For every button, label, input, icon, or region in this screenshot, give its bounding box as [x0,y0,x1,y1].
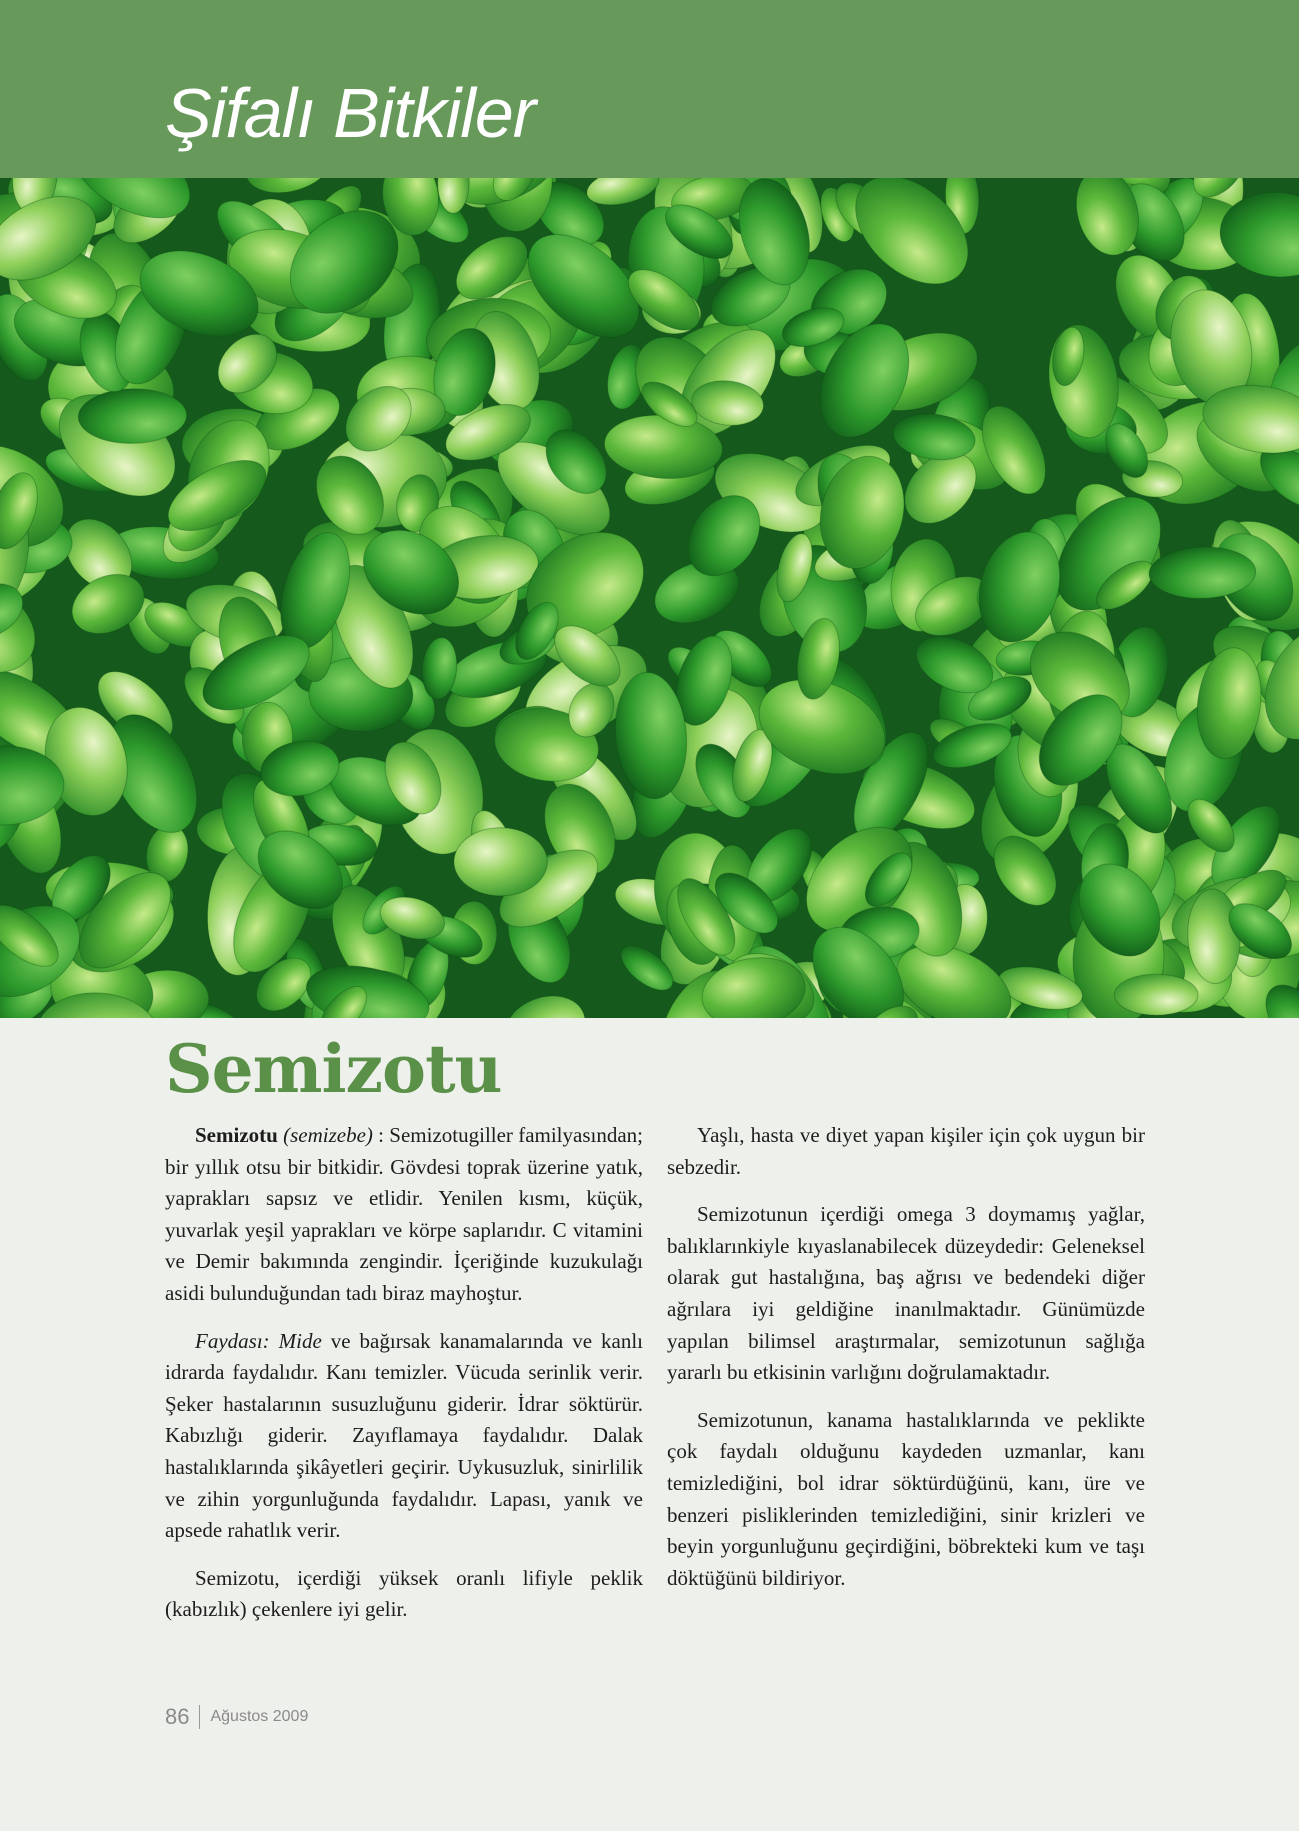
paragraph: Faydası: Mide ve bağırsak kanamalarında ve kanlı idrarda faydalıdır. Kanı temizler. Vücuda serinlik verir. Şeker hastalarının susuzluğunu giderir. İdrar söktürür. Kabızlığı giderir. Zayıflamaya faydalıdır. Dalak hastalıklarında şikâyetleri geçirir. Uykusuzluk, sinirlilik ve zihin yorgunluğunda faydalıdır. Lapası, yanık ve apsede rahatlık verir. [165,1328,644,1543]
paragraph: Semizotunun içerdiği omega 3 doymamış yağlar, balıklarınkiyle kıyaslanabilecek düzeydedir: Geleneksel olarak gut hastalığına, baş ağrısı ve bedendeki diğer ağrılara iyi geldiğine inanılmaktadır. Günümüzde yapılan bilimsel araştırmalar, semizotunun sağlığa yararlı bu etkisinin varlığını doğrulamaktadır. [667,1202,1145,1385]
page-number: 86 [165,1704,190,1729]
footer-divider [199,1705,200,1729]
page-footer [165,1704,308,1730]
right-column [667,1120,1145,1610]
paragraph: Semizotu (semizebe) : Semizotugiller familyasından; bir yıllık otsu bir bitkidir. Gövdesi toprak üzerine yatık, yaprakları sapsız ve etlidir. Yenilen kısmı, küçük, yuvarlak yeşil yaprakları ve körpe saplarıdır. C vitamini ve Demir bakımında zengindir. İçeriğinde kuzukulağı asidi bulunduğundan tadı biraz mayhoştur. [165,1123,644,1305]
paragraph: Semizotu, içerdiği yüksek oranlı lifiyle peklik (kabızlık) çekenlere iyi gelir. [165,1565,643,1622]
issue-date: Ağustos 2009 [210,1708,309,1725]
section-title: Şifalı Bitkiler [165,74,536,152]
paragraph: Semizotunun, kanama hastalıklarında ve peklikte çok faydalı olduğunu kaydeden uzmanlar, kanı temizlediğini, bol idrar söktürdüğünü, kanı, üre ve benzeri pisliklerinden temizlediğini, sinir krizleri ve beyin yorgunluğunu geçirdiğini, böbrekteki kum ve taşı döktüğünü bildiriyor. [667,1407,1145,1590]
leaf-shape [454,828,547,896]
paragraph: Yaşlı, hasta ve diyet yapan kişiler için çok uygun bir sebzedir. [667,1123,1145,1179]
leaf-shape [1114,974,1198,1015]
article-title: Semizotu [165,1030,502,1108]
left-column [165,1120,643,1642]
purslane-leaves-photo-icon [0,178,1299,1018]
